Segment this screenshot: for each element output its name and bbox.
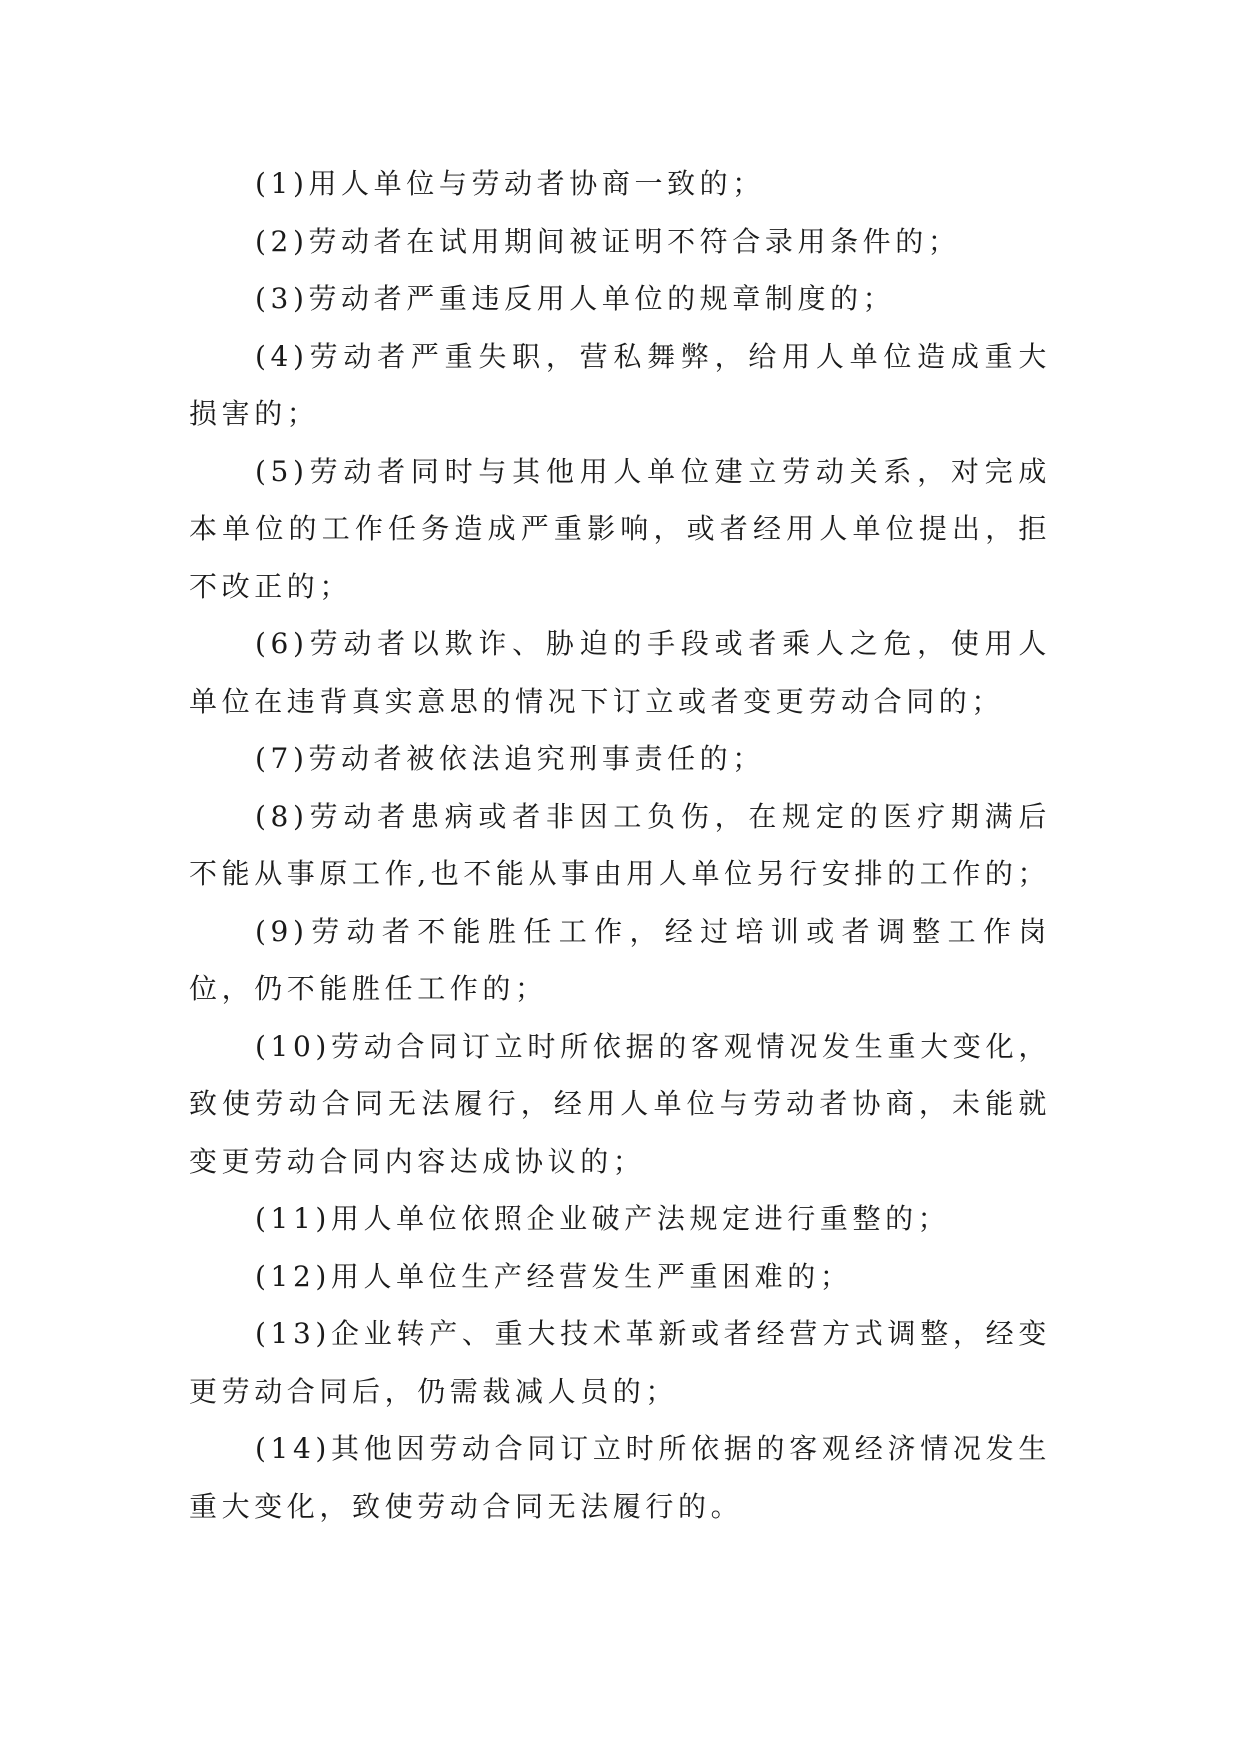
clause-11: (11)用人单位依照企业破产法规定进行重整的； xyxy=(255,1202,951,1235)
clause-5: (5)劳动者同时与其他用人单位建立劳动关系，对完成本单位的工作任务造成严重影响，或者经用人单位提出，拒不改正的； xyxy=(189,454,1051,603)
clause-14: (14)其他因劳动合同订立时所依据的客观经济情况发生重大变化，致使劳动合同无法履行的。 xyxy=(189,1432,1051,1523)
clause-4: (4)劳动者严重失职，营私舞弊，给用人单位造成重大损害的； xyxy=(189,339,1051,430)
clause-8: (8)劳动者患病或者非因工负伤，在规定的医疗期满后不能从事原工作,也不能从事由用人单位另行安排的工作的； xyxy=(189,799,1051,890)
clause-3: (3)劳动者严重违反用人单位的规章制度的； xyxy=(255,282,896,315)
clause-7: (7)劳动者被依法追究刑事责任的； xyxy=(255,742,765,775)
clause-9: (9)劳动者不能胜任工作，经过培训或者调整工作岗位，仍不能胜任工作的； xyxy=(189,914,1051,1005)
clause-12: (12)用人单位生产经营发生严重困难的； xyxy=(255,1259,853,1293)
document-body xyxy=(189,155,1051,1535)
clause-6: (6)劳动者以欺诈、胁迫的手段或者乘人之危，使用人单位在违背真实意思的情况下订立或者变更劳动合同的； xyxy=(189,627,1051,718)
clause-13: (13)企业转产、重大技术革新或者经营方式调整，经变更劳动合同后，仍需裁减人员的； xyxy=(189,1317,1051,1408)
clause-1: (1)用人单位与劳动者协商一致的； xyxy=(255,167,765,200)
clause-2: (2)劳动者在试用期间被证明不符合录用条件的； xyxy=(255,224,961,258)
clause-10: (10)劳动合同订立时所依据的客观情况发生重大变化，致使劳动合同无法履行，经用人单位与劳动者协商，未能就变更劳动合同内容达成协议的； xyxy=(189,1029,1051,1178)
